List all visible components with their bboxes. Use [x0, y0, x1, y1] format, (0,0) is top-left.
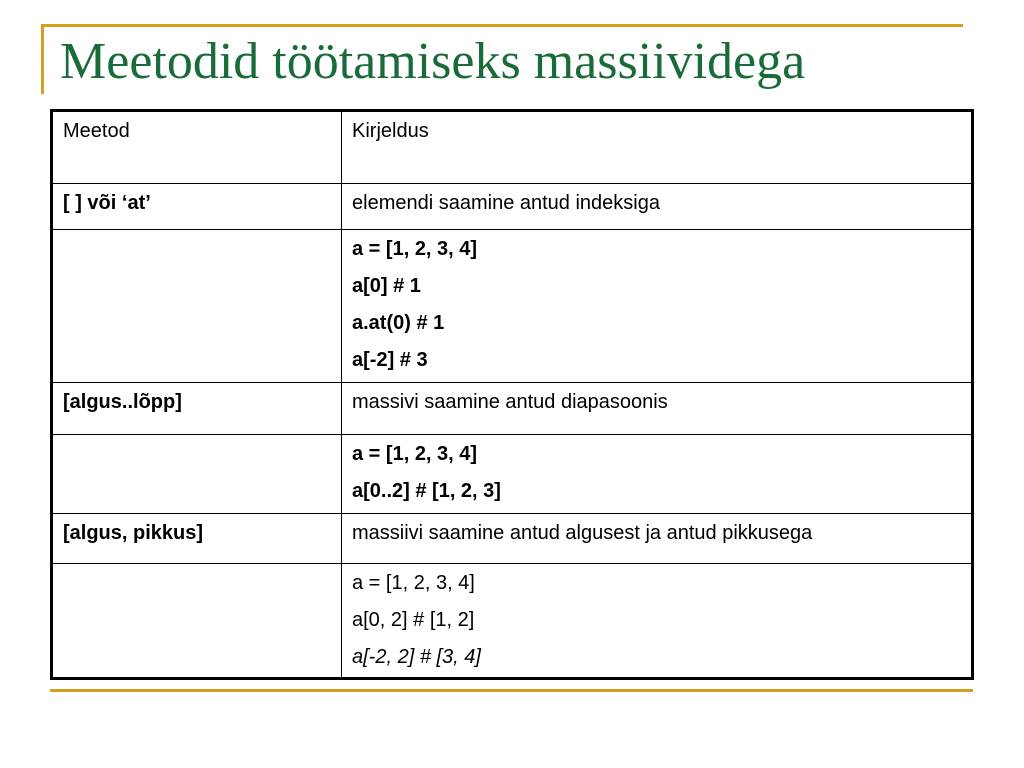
code-line: a = [1, 2, 3, 4] [352, 572, 475, 594]
code-line: a[-2] # 3 [352, 349, 428, 371]
table-row [52, 230, 973, 383]
accent-line-bottom [50, 689, 973, 692]
code-example-cell [342, 230, 973, 383]
table-row [52, 564, 973, 679]
code-line: a[0, 2] # [1, 2] [352, 609, 475, 631]
description-cell: elemendi saamine antud indeksiga [342, 184, 973, 230]
method-cell: [algus..lõpp] [52, 383, 342, 435]
header-cell-method: Meetod [52, 111, 342, 184]
methods-table [50, 109, 974, 680]
code-line: a[0] # 1 [352, 275, 421, 297]
table-row [52, 184, 973, 230]
description-cell: massivi saamine antud diapasoonis [342, 383, 973, 435]
table-row [52, 435, 973, 514]
code-example-cell [342, 435, 973, 514]
code-line: a = [1, 2, 3, 4] [352, 238, 478, 260]
code-line: a[-2, 2] # [3, 4] [352, 646, 481, 668]
header-cell-description: Kirjeldus [342, 111, 973, 184]
table-header-row [52, 111, 973, 184]
method-cell: [ ] või ‘at’ [52, 184, 342, 230]
accent-line-top [41, 24, 963, 27]
table-row [52, 383, 973, 435]
description-cell: massiivi saamine antud algusest ja antud pikkusega [342, 514, 973, 564]
method-cell-empty [52, 564, 342, 679]
accent-line-vertical [41, 24, 44, 94]
method-cell: [algus, pikkus] [52, 514, 342, 564]
slide-title: Meetodid töötamiseks massiividega [60, 33, 806, 90]
table-row [52, 514, 973, 564]
method-cell-empty [52, 435, 342, 514]
code-example-cell [342, 564, 973, 679]
code-line: a = [1, 2, 3, 4] [352, 443, 478, 465]
method-cell-empty [52, 230, 342, 383]
code-line: a[0..2] # [1, 2, 3] [352, 480, 501, 502]
code-line: a.at(0) # 1 [352, 312, 445, 334]
